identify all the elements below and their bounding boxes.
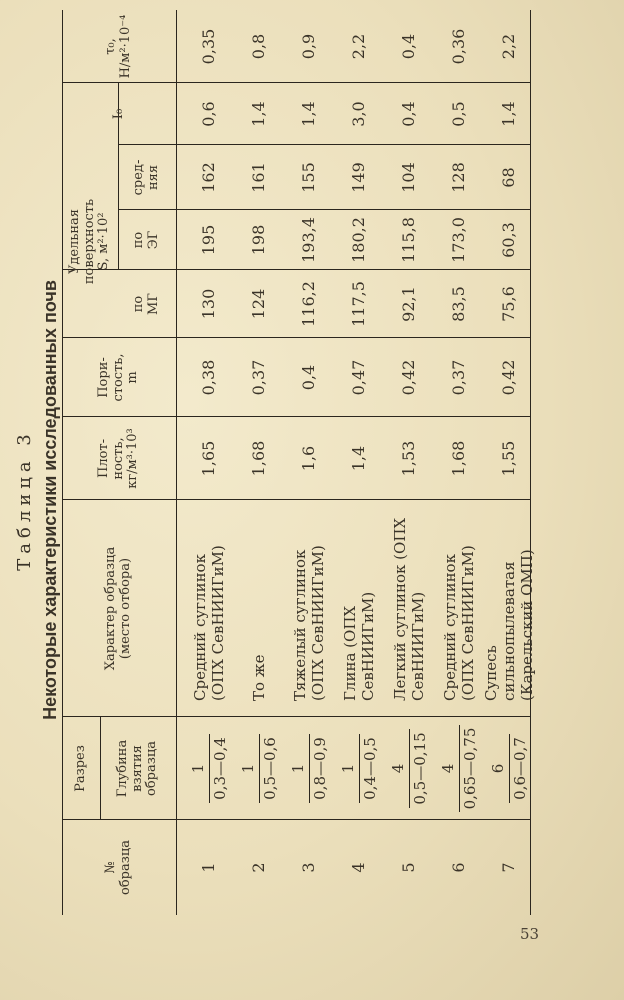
header-tau xyxy=(62,10,176,83)
razrez-number: 1 xyxy=(339,763,357,774)
header-line: по xyxy=(131,295,147,313)
cell-surface-mg: 124 xyxy=(249,288,269,320)
razrez-number: 6 xyxy=(489,763,507,774)
cell-surface-avg: 128 xyxy=(449,162,469,193)
header-line: взятия образца xyxy=(129,741,160,796)
cell-surface-mg: 92,1 xyxy=(399,286,419,322)
cell-surface-eg: 115,8 xyxy=(399,217,419,263)
cell-i0: 0,4 xyxy=(399,101,419,127)
cell-surface-avg: 162 xyxy=(199,162,219,193)
header-surface xyxy=(62,145,118,338)
header-surface-mg-text xyxy=(132,293,161,315)
header-line: ность, xyxy=(110,437,126,480)
header-line: Разрез xyxy=(72,745,88,792)
header-surface-eg-text xyxy=(132,231,161,250)
cell-surface-mg: 117,5 xyxy=(349,281,369,327)
header-line: I₀ xyxy=(110,108,126,120)
razrez-number: 1 xyxy=(239,763,257,774)
cell-number: 2 xyxy=(249,862,269,873)
header-bottom-rule xyxy=(176,10,177,915)
razrez-fraction xyxy=(490,734,528,803)
cell-porosity: 0,37 xyxy=(249,359,269,396)
header-density-text xyxy=(97,428,141,489)
header-line: Характер образца xyxy=(103,546,119,671)
header-i0 xyxy=(62,83,176,145)
page-number: 53 xyxy=(520,925,540,943)
cell-surface-eg: 173,0 xyxy=(449,217,469,263)
razrez-number: 1 xyxy=(189,763,207,774)
razrez-fraction xyxy=(190,734,228,803)
sampling-depth: 0,5—0,6 xyxy=(259,734,279,803)
cell-description: Супесь сильнопылеватая (Карельский ОМП) xyxy=(482,549,536,701)
cell-i0: 0,5 xyxy=(449,101,469,127)
cell-tau: 2,2 xyxy=(499,33,519,60)
cell-surface-eg: 193,4 xyxy=(299,217,319,263)
sampling-depth: 0,65—0,75 xyxy=(459,725,479,813)
header-depth-text xyxy=(116,717,160,820)
header-razrez xyxy=(62,717,100,820)
cell-surface-eg: 180,2 xyxy=(349,217,369,263)
cell-number: 5 xyxy=(399,862,419,873)
cell-density: 1,53 xyxy=(399,440,419,477)
cell-surface-avg: 161 xyxy=(249,162,269,193)
header-line: Удельная xyxy=(67,208,83,275)
header-porosity xyxy=(62,338,176,417)
header-line: Глубина xyxy=(115,739,131,798)
cell-razrez xyxy=(484,717,534,820)
cell-tau: 2,2 xyxy=(349,33,369,60)
cell-razrez xyxy=(234,717,284,820)
header-line: S, м²·10² xyxy=(96,212,112,271)
razrez-fraction xyxy=(240,734,278,803)
cell-number: 4 xyxy=(349,862,369,873)
cell-tau: 0,4 xyxy=(399,33,419,60)
header-line: няя xyxy=(146,164,161,191)
cell-surface-mg: 116,2 xyxy=(299,281,319,327)
cell-razrez xyxy=(434,717,484,820)
header-surface-eg xyxy=(118,210,176,270)
razrez-number: 4 xyxy=(389,763,407,774)
cell-surface-eg: 198 xyxy=(249,224,269,256)
header-line: (место отбора) xyxy=(118,557,133,660)
table-title: Некоторые характеристики исследованных почв xyxy=(40,280,60,720)
cell-i0: 1,4 xyxy=(499,101,519,127)
header-surface-text xyxy=(68,199,112,284)
razrez-number: 1 xyxy=(289,763,307,774)
header-line: ЭГ xyxy=(146,230,161,250)
razrez-fraction xyxy=(290,734,328,803)
sampling-depth: 0,6—0,7 xyxy=(509,734,529,803)
cell-tau: 0,35 xyxy=(199,28,219,65)
cell-surface-avg: 104 xyxy=(399,162,419,193)
cell-porosity: 0,4 xyxy=(299,364,319,391)
cell-razrez xyxy=(284,717,334,820)
cell-density: 1,68 xyxy=(449,440,469,477)
cell-porosity: 0,42 xyxy=(499,359,519,396)
header-line: кг/м³·10³ xyxy=(125,428,141,489)
header-line: стость, xyxy=(110,353,126,402)
cell-description: Средний суглинок (ОПХ СевНИИГиМ) xyxy=(441,545,477,701)
cell-description: Глина (ОПХ СевНИИГиМ) xyxy=(341,591,377,701)
cell-tau: 0,9 xyxy=(299,33,319,60)
table-caption: Таблица 3 xyxy=(14,429,35,571)
header-character xyxy=(62,500,176,717)
sampling-depth: 0,3—0,4 xyxy=(209,734,229,803)
cell-number: 6 xyxy=(449,862,469,873)
cell-surface-avg: 68 xyxy=(499,167,519,188)
cell-i0: 1,4 xyxy=(299,101,319,127)
cell-surface-mg: 75,6 xyxy=(499,286,519,322)
cell-porosity: 0,47 xyxy=(349,359,369,396)
cell-porosity: 0,42 xyxy=(399,359,419,396)
header-surface-mg xyxy=(118,270,176,338)
cell-porosity: 0,38 xyxy=(199,359,219,396)
cell-tau: 0,36 xyxy=(449,28,469,65)
header-depth xyxy=(100,717,176,820)
cell-tau: 0,8 xyxy=(249,33,269,60)
header-line: МГ xyxy=(146,293,161,315)
sampling-depth: 0,5—0,15 xyxy=(409,729,429,807)
cell-density: 1,55 xyxy=(499,440,519,477)
sampling-depth: 0,4—0,5 xyxy=(359,734,379,803)
header-tau-text xyxy=(104,15,133,79)
cell-razrez xyxy=(384,717,434,820)
cell-surface-mg: 83,5 xyxy=(449,286,469,322)
cell-i0: 3,0 xyxy=(349,101,369,127)
header-line: по xyxy=(131,231,147,249)
header-line: № xyxy=(103,861,119,874)
header-line: m xyxy=(125,371,141,384)
cell-description: Тяжелый суглинок (ОПХ СевНИИГиМ) xyxy=(291,545,327,701)
cell-razrez xyxy=(184,717,234,820)
cell-number: 3 xyxy=(299,862,319,873)
cell-surface-eg: 195 xyxy=(199,224,219,256)
cell-density: 1,65 xyxy=(199,440,219,477)
cell-density: 1,6 xyxy=(299,445,319,472)
header-line: Н/м²·10⁻⁴ xyxy=(118,14,133,79)
header-porosity-text xyxy=(97,354,141,402)
cell-description: Средний суглинок (ОПХ СевНИИГиМ) xyxy=(191,545,227,701)
razrez-fraction xyxy=(340,734,378,803)
sampling-depth: 0,8—0,9 xyxy=(309,734,329,803)
header-line: Пори- xyxy=(96,357,112,398)
header-character-text xyxy=(104,547,133,670)
cell-number: 7 xyxy=(499,862,519,873)
header-number xyxy=(62,820,176,915)
cell-description: То же xyxy=(250,654,268,701)
header-density xyxy=(62,417,176,500)
header-number-text xyxy=(104,840,133,895)
cell-density: 1,4 xyxy=(349,445,369,472)
header-line: поверхность xyxy=(81,198,97,285)
cell-porosity: 0,37 xyxy=(449,359,469,396)
cell-density: 1,68 xyxy=(249,440,269,477)
cell-i0: 1,4 xyxy=(249,101,269,127)
header-line: τ₀, xyxy=(103,38,119,55)
header-i0-text xyxy=(112,109,127,119)
header-line: сред- xyxy=(131,159,147,196)
cell-surface-mg: 130 xyxy=(199,288,219,320)
cell-description: Легкий суглинок (ОПХ СевНИИГиМ) xyxy=(391,517,427,701)
razrez-fraction xyxy=(390,729,428,807)
header-surface-avg-text xyxy=(132,160,161,196)
cell-surface-avg: 155 xyxy=(299,162,319,193)
cell-i0: 0,6 xyxy=(199,101,219,127)
header-surface-avg xyxy=(118,145,176,210)
razrez-fraction xyxy=(440,725,478,813)
cell-surface-avg: 149 xyxy=(349,162,369,193)
header-line: образца xyxy=(118,840,133,895)
cell-razrez xyxy=(334,717,384,820)
header-line: Плот- xyxy=(96,439,112,479)
header-razrez-text xyxy=(74,745,89,792)
cell-number: 1 xyxy=(199,862,219,873)
razrez-number: 4 xyxy=(439,763,457,774)
cell-surface-eg: 60,3 xyxy=(499,222,519,258)
